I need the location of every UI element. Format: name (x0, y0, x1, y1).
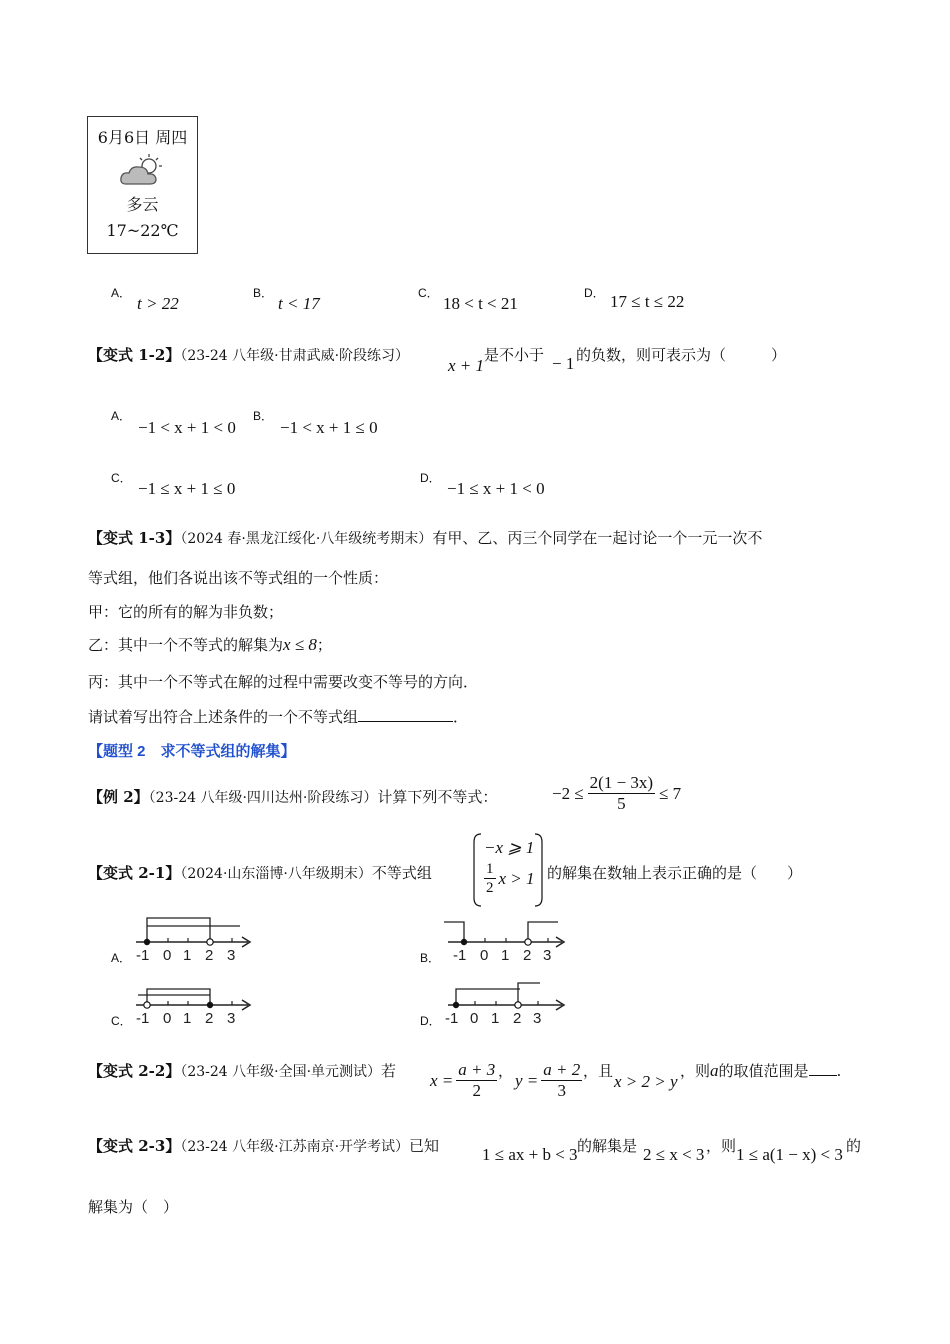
svg-text:3: 3 (533, 1010, 542, 1027)
v12-mid: 是不小于 (484, 346, 545, 364)
ex2-expr: −2 ≤ $\frac{2(1 - 3x)}{5}$ ≤ 7 (552, 773, 682, 813)
v21-option-a-label: A． (111, 951, 132, 965)
v23-m3: 的 (846, 1137, 862, 1155)
v12-neg: − 1 (552, 354, 575, 373)
answer-blank[interactable] (809, 1061, 837, 1076)
ex2-question: 【例 2】（23-24 八年级·四川达州·阶段练习）计算下列不等式： (88, 788, 498, 806)
v13-bing: 丙：其中一个不等式在解的过程中需要改变不等号的方向． (88, 673, 479, 691)
v21-question: 【变式 2-1】（2024·山东淄博·八年级期末）不等式组 (88, 864, 432, 882)
v21-option-d-label: D． (420, 1014, 441, 1028)
v13-jia: 甲：它的所有的解为非负数； (88, 603, 284, 621)
q0-option-b-expr: t < 17 (278, 294, 320, 313)
weather-card (87, 116, 198, 254)
q0-option-d-expr: 17 ≤ t ≤ 22 (610, 292, 685, 311)
v12-option-b-label: B． (253, 409, 274, 423)
v23-e2: 2 ≤ x < 3 (643, 1145, 705, 1164)
svg-text:0: 0 (163, 947, 172, 964)
numberline-c[interactable] (130, 975, 260, 1029)
weather-range: 17~22℃ (106, 221, 179, 240)
q0-option-a-label: A． (111, 286, 132, 300)
v21-option-c-label: C． (111, 1014, 132, 1028)
v22-sep: ， (498, 1062, 514, 1080)
v12-option-b-expr: −1 < x + 1 ≤ 0 (280, 418, 378, 437)
svg-text:0: 0 (480, 947, 489, 964)
svg-text:-1: -1 (453, 947, 467, 964)
v22-x-expr: x = $\frac{a + 3}{2}$ (430, 1060, 496, 1100)
svg-text:3: 3 (227, 947, 236, 964)
v23-line2: 解集为（ ） (88, 1198, 179, 1216)
svg-text:-1: -1 (445, 1010, 459, 1027)
v13-ask: 请试着写出符合上述条件的一个不等式组 ． (88, 708, 469, 726)
svg-text:2: 2 (205, 1010, 214, 1027)
v21-option-b-label: B． (420, 951, 441, 965)
svg-text:1: 1 (501, 947, 510, 964)
svg-text:2: 2 (205, 947, 214, 964)
svg-text:-1: -1 (136, 1010, 150, 1027)
v12-option-d-label: D． (420, 471, 441, 485)
v23-question: 【变式 2-3】（23-24 八年级·江苏南京·开学考试）已知 (88, 1137, 440, 1155)
svg-text:1: 1 (183, 1010, 192, 1027)
v12-option-c-label: C． (111, 471, 132, 485)
q0-option-a-expr: t > 22 (137, 294, 179, 313)
numberline-b[interactable] (440, 912, 572, 966)
section2-title: 【题型 2 求不等式组的解集】 (88, 743, 296, 760)
v23-m2: ，则 (706, 1137, 737, 1155)
v21-tail: 的解集在数轴上表示正确的是（ ） (547, 864, 803, 882)
v22-cond: x > 2 > y (614, 1072, 678, 1091)
svg-text:3: 3 (543, 947, 552, 964)
svg-text:2: 2 (523, 947, 532, 964)
v12-option-d-expr: −1 ≤ x + 1 < 0 (447, 479, 545, 498)
answer-blank[interactable] (358, 707, 453, 722)
v13-line2: 等式组，他们各说出该不等式组的一个性质： (88, 569, 389, 587)
left-brace (472, 832, 482, 908)
v12-tail: 的负数，则可表示为（ ） (576, 346, 787, 364)
v23-m1: 的解集是 (577, 1137, 638, 1155)
q0-option-c-label: C． (418, 286, 439, 300)
q0-option-c-expr: 18 < t < 21 (443, 294, 518, 313)
v12-option-a-label: A． (111, 409, 132, 423)
v23-e3: 1 ≤ a(1 − x) < 3 (736, 1145, 843, 1164)
v21-ineq1: −x ⩾ 1 (484, 838, 535, 857)
right-brace (534, 832, 544, 908)
weather-condition: 多云 (126, 195, 159, 214)
v22-and: ，且 (583, 1062, 614, 1080)
numberline-d[interactable] (440, 975, 572, 1029)
v22-y-expr: y = $\frac{a + 2}{3}$ (515, 1060, 581, 1100)
svg-text:1: 1 (183, 947, 192, 964)
v12-option-a-expr: −1 < x + 1 < 0 (138, 418, 236, 437)
svg-text:2: 2 (513, 1010, 522, 1027)
svg-text:0: 0 (470, 1010, 479, 1027)
v21-ineq2: $\frac{1}{2}$ x > 1 (486, 861, 535, 896)
cloud-sun-icon (118, 152, 168, 188)
svg-text:0: 0 (163, 1010, 172, 1027)
svg-text:-1: -1 (136, 947, 150, 964)
q0-option-d-label: D． (584, 286, 605, 300)
v22-question: 【变式 2-2】（23-24 八年级·全国·单元测试）若 (88, 1062, 397, 1080)
v13-line1: 【变式 1-3】（2024 春·黑龙江绥化·八年级统考期末）有甲、乙、丙三个同学在一起讨论一个一元一次不 (88, 529, 763, 547)
q0-option-b-label: B． (253, 286, 274, 300)
numberline-a[interactable] (130, 912, 260, 966)
weather-date: 6月6日 周四 (97, 128, 188, 147)
svg-text:3: 3 (227, 1010, 236, 1027)
v23-e1: 1 ≤ ax + b < 3 (482, 1145, 578, 1164)
v12-question: 【变式 1-2】（23-24 八年级·甘肃武威·阶段练习） (88, 346, 410, 364)
v22-tail: ，则a的取值范围是 . (680, 1061, 842, 1080)
v12-option-c-expr: −1 ≤ x + 1 ≤ 0 (138, 479, 236, 498)
svg-text:1: 1 (491, 1010, 500, 1027)
v21-system (472, 832, 544, 908)
v12-expr: x + 1 (448, 356, 485, 375)
v13-yi: 乙：其中一个不等式的解集为x ≤ 8； (88, 635, 332, 654)
